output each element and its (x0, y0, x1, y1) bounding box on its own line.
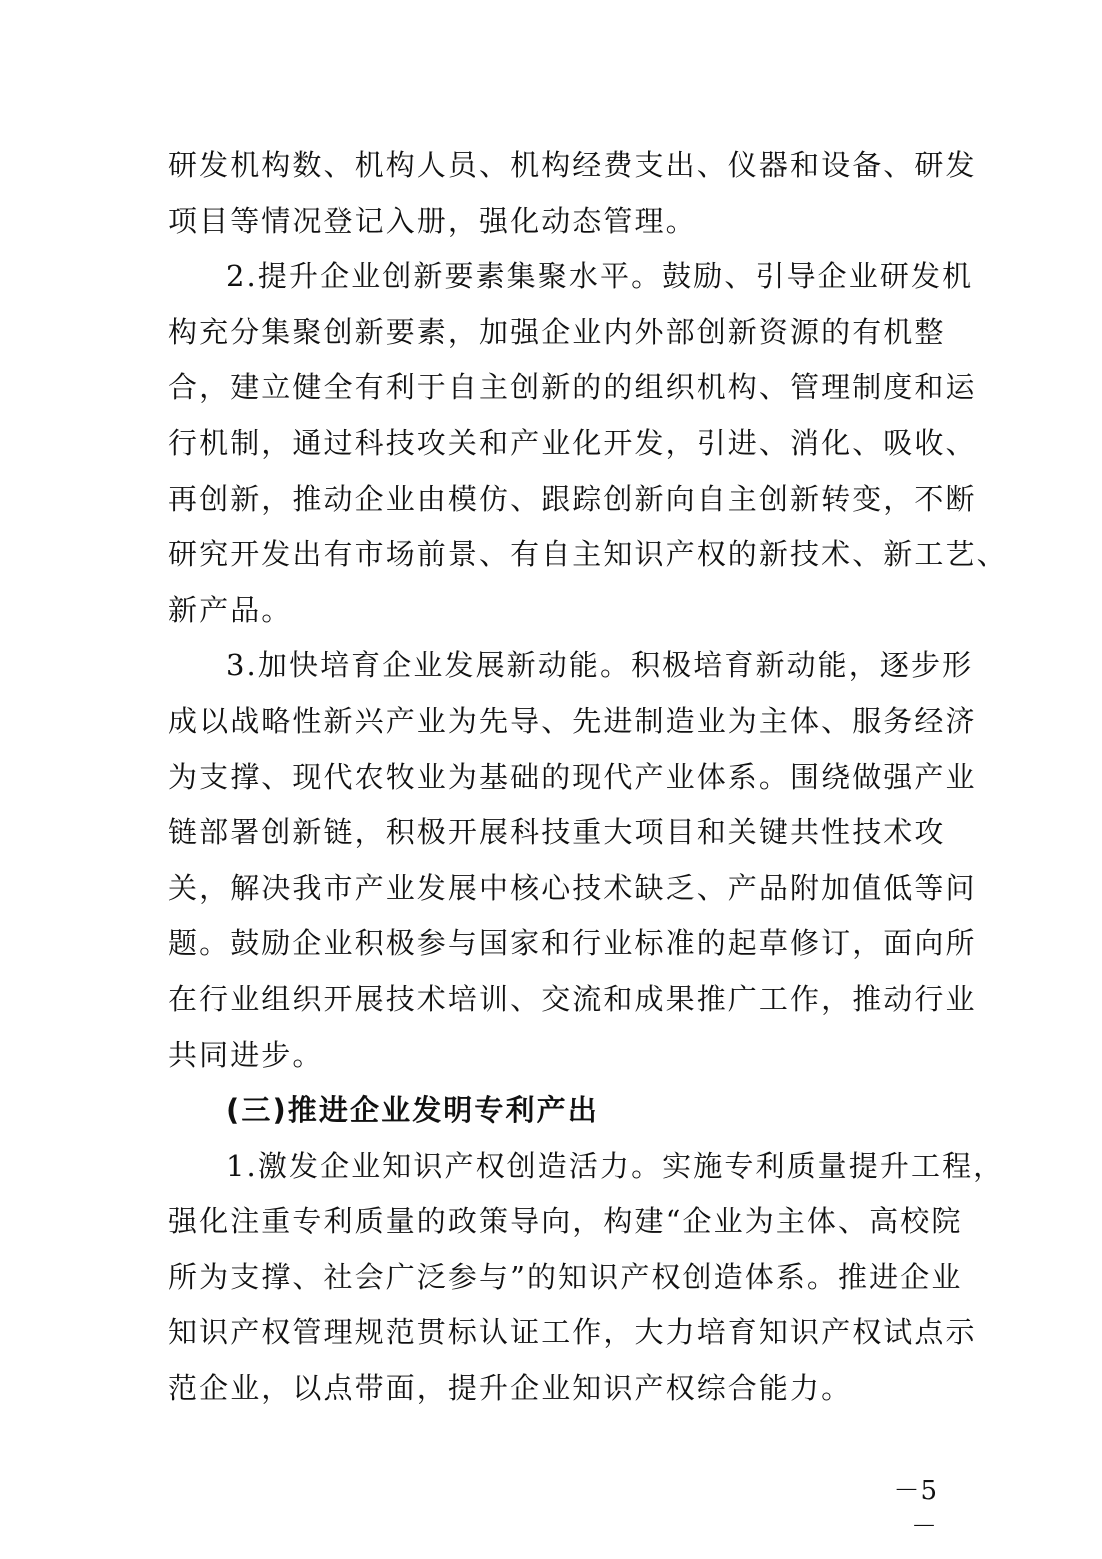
text-line: 所为支撑、社会广泛参与”的知识产权创造体系。推进企业 (168, 1259, 963, 1294)
text-line: 在行业组织开展技术培训、交流和成果推广工作，推动行业 (168, 981, 977, 1016)
text-line: 关，解决我市产业发展中核心技术缺乏、产品附加值低等问 (168, 870, 977, 905)
text-line: 知识产权管理规范贯标认证工作，大力培育知识产权试点示 (168, 1315, 977, 1350)
text-line: 为支撑、现代农牧业为基础的现代产业体系。围绕做强产业 (168, 759, 977, 794)
text-line: 共同进步。 (168, 1037, 324, 1072)
text-line: 研发机构数、机构人员、机构经费支出、仪器和设备、研发 (168, 148, 977, 182)
section-heading: (三)推进企业发明专利产出 (226, 1093, 599, 1128)
text-line: 新产品。 (168, 592, 293, 627)
page-number: －5－ (893, 1476, 938, 1542)
text-line: 合，建立健全有利于自主创新的的组织机构、管理制度和运 (168, 370, 977, 405)
text-line: 项目等情况登记入册，强化动态管理。 (168, 203, 697, 238)
text-line: 研究开发出有市场前景、有自主知识产权的新技术、新工艺、 (168, 537, 1008, 572)
text-line: 成以战略性新兴产业为先导、先进制造业为主体、服务经济 (168, 703, 977, 738)
text-line: 3.加快培育企业发展新动能。积极培育新动能，逐步形 (226, 648, 974, 683)
text-line: 2.提升企业创新要素集聚水平。鼓励、引导企业研发机 (226, 259, 974, 294)
text-line: 范企业，以点带面，提升企业知识产权综合能力。 (168, 1371, 853, 1406)
document-body (168, 138, 1008, 1417)
text-line: 1.激发企业知识产权创造活力。实施专利质量提升工程， (226, 1148, 1005, 1183)
text-line: 强化注重专利质量的政策导向，构建“企业为主体、高校院 (168, 1204, 963, 1239)
text-line: 题。鼓励企业积极参与国家和行业标准的起草修订，面向所 (168, 926, 977, 961)
text-line: 行机制，通过科技攻关和产业化开发，引进、消化、吸收、 (168, 425, 977, 460)
text-line: 链部署创新链，积极开展科技重大项目和关键共性技术攻 (168, 815, 946, 850)
text-line: 构充分集聚创新要素，加强企业内外部创新资源的有机整 (168, 314, 946, 349)
text-line: 再创新，推动企业由模仿、跟踪创新向自主创新转变，不断 (168, 481, 977, 516)
